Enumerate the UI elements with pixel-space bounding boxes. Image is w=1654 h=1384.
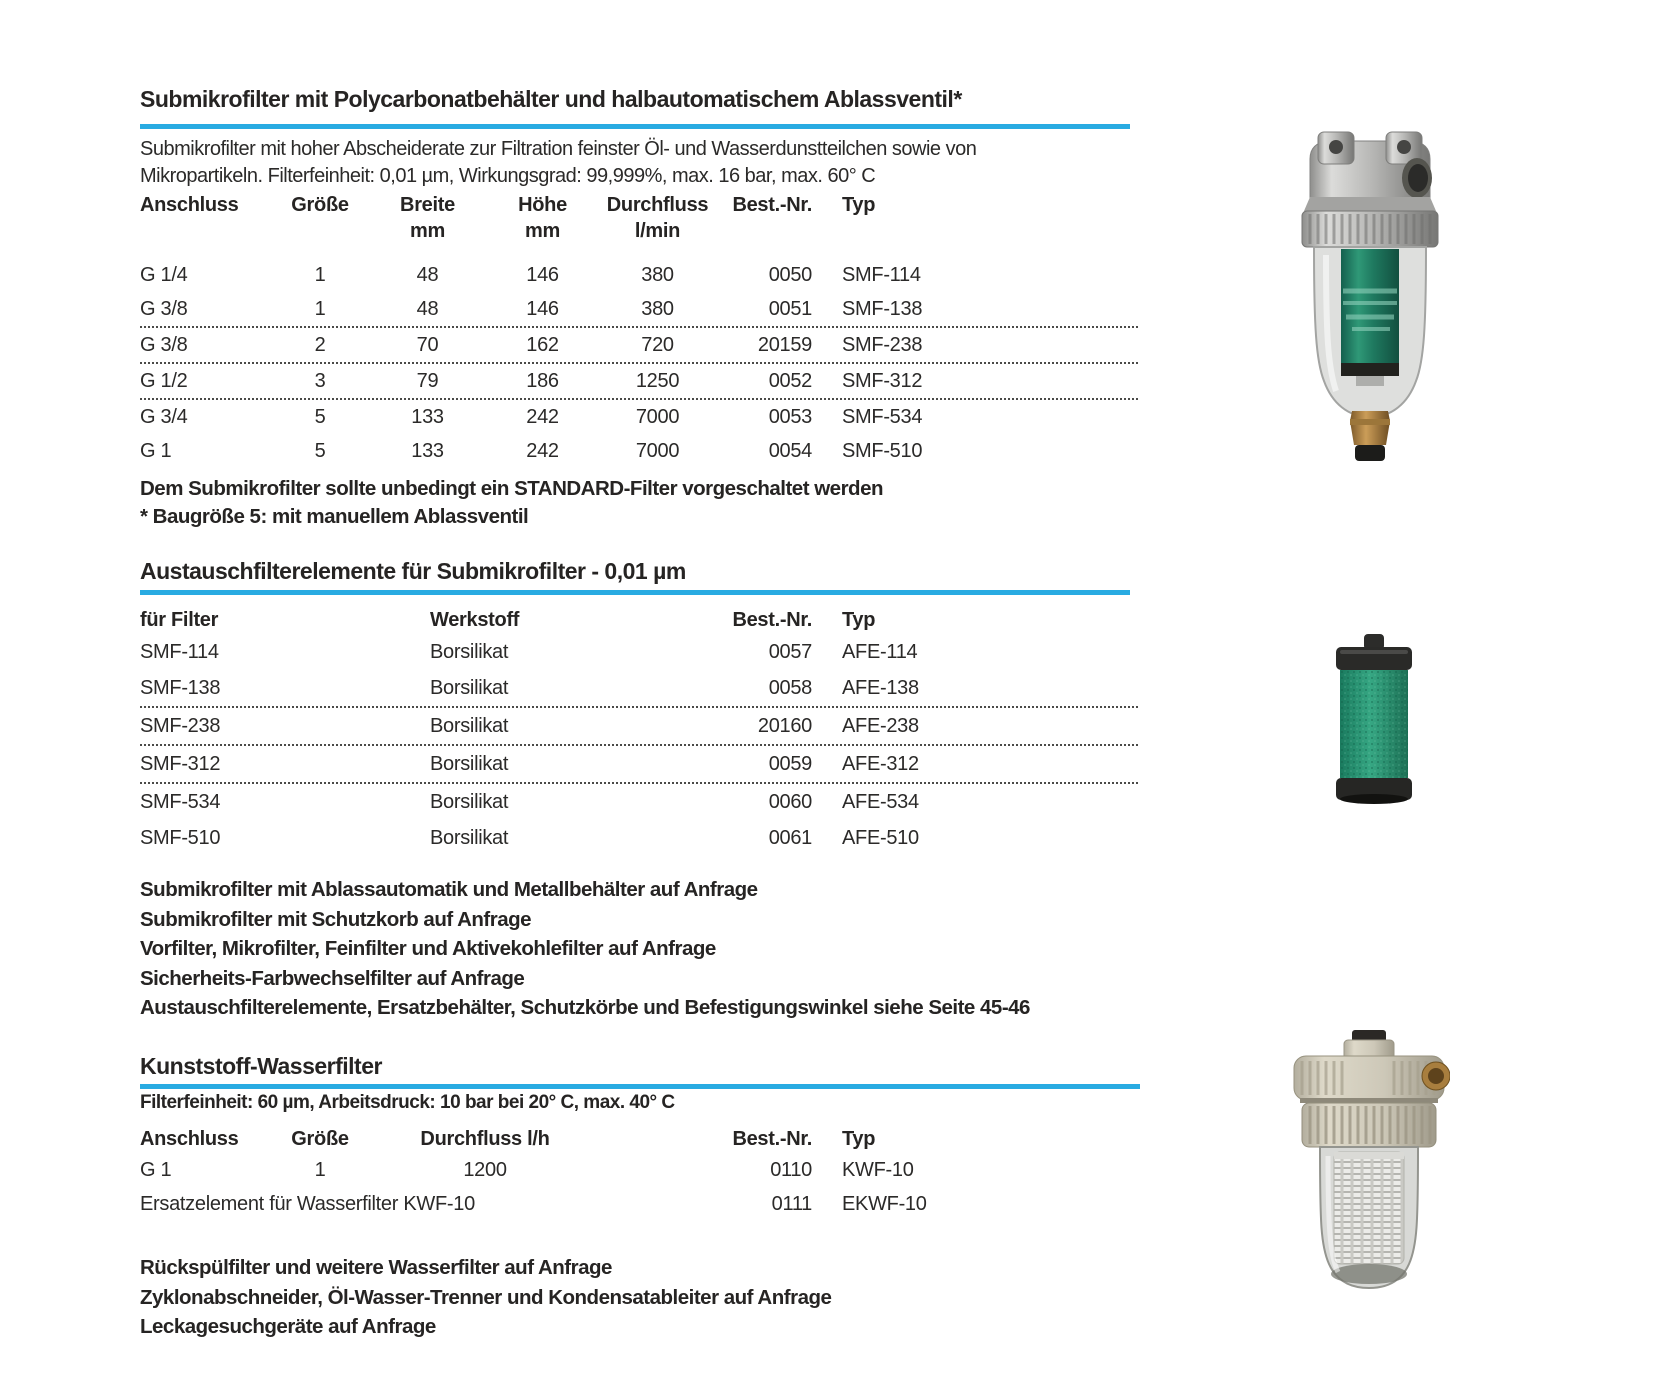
section-rule (140, 590, 1130, 595)
wasserfilter-table (140, 1125, 1138, 1221)
note-line: Austauschfilterelemente, Ersatzbehälter, Schutzkörbe und Befestigungswinkel siehe Seite 45-46 (140, 996, 1030, 1019)
section-title-wasserfilter: Kunststoff-Wasserfilter (140, 1053, 382, 1079)
note-line: Rückspülfilter und weitere Wasserfilter auf Anfrage (140, 1256, 612, 1279)
table-row: G 1/4 1 48 146 380 0050 SMF-114 (140, 263, 921, 286)
col-header-groesse: Größe (291, 1127, 349, 1150)
col-header-anschluss: Anschluss (140, 1127, 239, 1150)
col-header-bestnr: Best.-Nr. (732, 193, 812, 216)
auf-anfrage-notes (140, 875, 1240, 1023)
table-row: G 1 1 1200 0110 KWF-10 (140, 1158, 914, 1181)
col-header-hoehe: Höhe (518, 193, 567, 216)
unit-lmin: l/min (634, 219, 681, 242)
filterelement-photo (1328, 628, 1420, 811)
note-baugroesse: * Baugröße 5: mit manuellem Ablassventil (140, 505, 529, 528)
section-rule (140, 124, 1130, 129)
col-header-anschluss: Anschluss (140, 193, 239, 216)
note-line: Sicherheits-Farbwechselfilter auf Anfrage (140, 966, 525, 990)
col-header-typ: Typ (842, 1127, 876, 1150)
unit-mm: mm (525, 219, 560, 242)
intro-line: Submikrofilter mit hoher Abscheiderate zur Filtration feinster Öl- und Wasserdunstteilchen sowie von (140, 138, 977, 160)
table-row: SMF-114 Borsilikat 0057 AFE-114 (140, 640, 918, 663)
table-row: G 3/8 1 48 146 380 0051 SMF-138 (140, 292, 1138, 328)
table-row: SMF-312 Borsilikat 0059 AFE-312 (140, 746, 1138, 784)
col-header-bestnr: Best.-Nr. (732, 1127, 812, 1150)
col-header-bestnr: Best.-Nr. (732, 608, 812, 631)
table-row: G 1 5 133 242 7000 0054 SMF-510 (140, 439, 923, 462)
table-header-row (140, 192, 1138, 218)
col-header-werkstoff: Werkstoff (430, 608, 520, 631)
col-header-typ: Typ (842, 608, 876, 631)
table-row: G 1/2 3 79 186 1250 0052 SMF-312 (140, 364, 1138, 400)
col-header-breite: Breite (400, 193, 455, 216)
auf-anfrage-notes-bottom (140, 1253, 1240, 1342)
wasserfilter-subtitle: Filterfeinheit: 60 µm, Arbeitsdruck: 10 bar bei 20° C, max. 40° C (140, 1092, 675, 1113)
col-header-durchfluss: Durchfluss l/h (420, 1127, 550, 1150)
austauschfilter-table (140, 606, 1138, 856)
note-line: Zyklonabschneider, Öl-Wasser-Trenner und Kondensatableiter auf Anfrage (140, 1285, 832, 1309)
table-row: G 3/4 5 133 242 7000 0053 SMF-534 (140, 405, 923, 428)
table-row: SMF-238 Borsilikat 20160 AFE-238 (140, 708, 1138, 746)
col-header-fuer-filter: für Filter (140, 608, 219, 631)
submikrofilter-table (140, 192, 1138, 468)
section-title-submikrofilter: Submikrofilter mit Polycarbonatbehälter und halbautomatischem Ablassventil* (140, 86, 962, 112)
table-row: SMF-510 Borsilikat 0061 AFE-510 (140, 826, 919, 849)
table-row: SMF-534 Borsilikat 0060 AFE-534 (140, 790, 919, 813)
table-header-row (140, 1125, 1138, 1153)
table-header-row (140, 606, 1138, 634)
note-line: Leckagesuchgeräte auf Anfrage (140, 1315, 436, 1338)
unit-mm: mm (410, 219, 445, 242)
intro-paragraph (140, 136, 1138, 190)
submikrofilter-photo (1240, 115, 1440, 468)
col-header-groesse: Größe (291, 193, 349, 216)
note-line: Submikrofilter mit Ablassautomatik und Metallbehälter auf Anfrage (140, 878, 758, 901)
section-title-austauschfilter: Austauschfilterelemente für Submikrofilter - 0,01 µm (140, 558, 686, 584)
note-line: Vorfilter, Mikrofilter, Feinfilter und Aktivekohlefilter auf Anfrage (140, 937, 716, 960)
col-header-typ: Typ (842, 193, 876, 216)
wasserfilter-photo (1288, 1028, 1450, 1299)
table-row: G 3/8 2 70 162 720 20159 SMF-238 (140, 328, 1138, 364)
note-line: Submikrofilter mit Schutzkorb auf Anfrage (140, 907, 532, 931)
table-row-ersatzelement: Ersatzelement für Wasserfilter KWF-10 0111 EKWF-10 (140, 1192, 927, 1215)
table-units-row (140, 218, 1138, 244)
col-header-durchfluss: Durchfluss (606, 193, 709, 216)
intro-line: Mikropartikeln. Filterfeinheit: 0,01 µm, Wirkungsgrad: 99,999%, max. 16 bar, max. 60° C (140, 165, 876, 187)
section-rule (140, 1084, 1140, 1089)
table-row: SMF-138 Borsilikat 0058 AFE-138 (140, 670, 1138, 708)
note-standard-filter: Dem Submikrofilter sollte unbedingt ein STANDARD-Filter vorgeschaltet werden (140, 477, 884, 500)
